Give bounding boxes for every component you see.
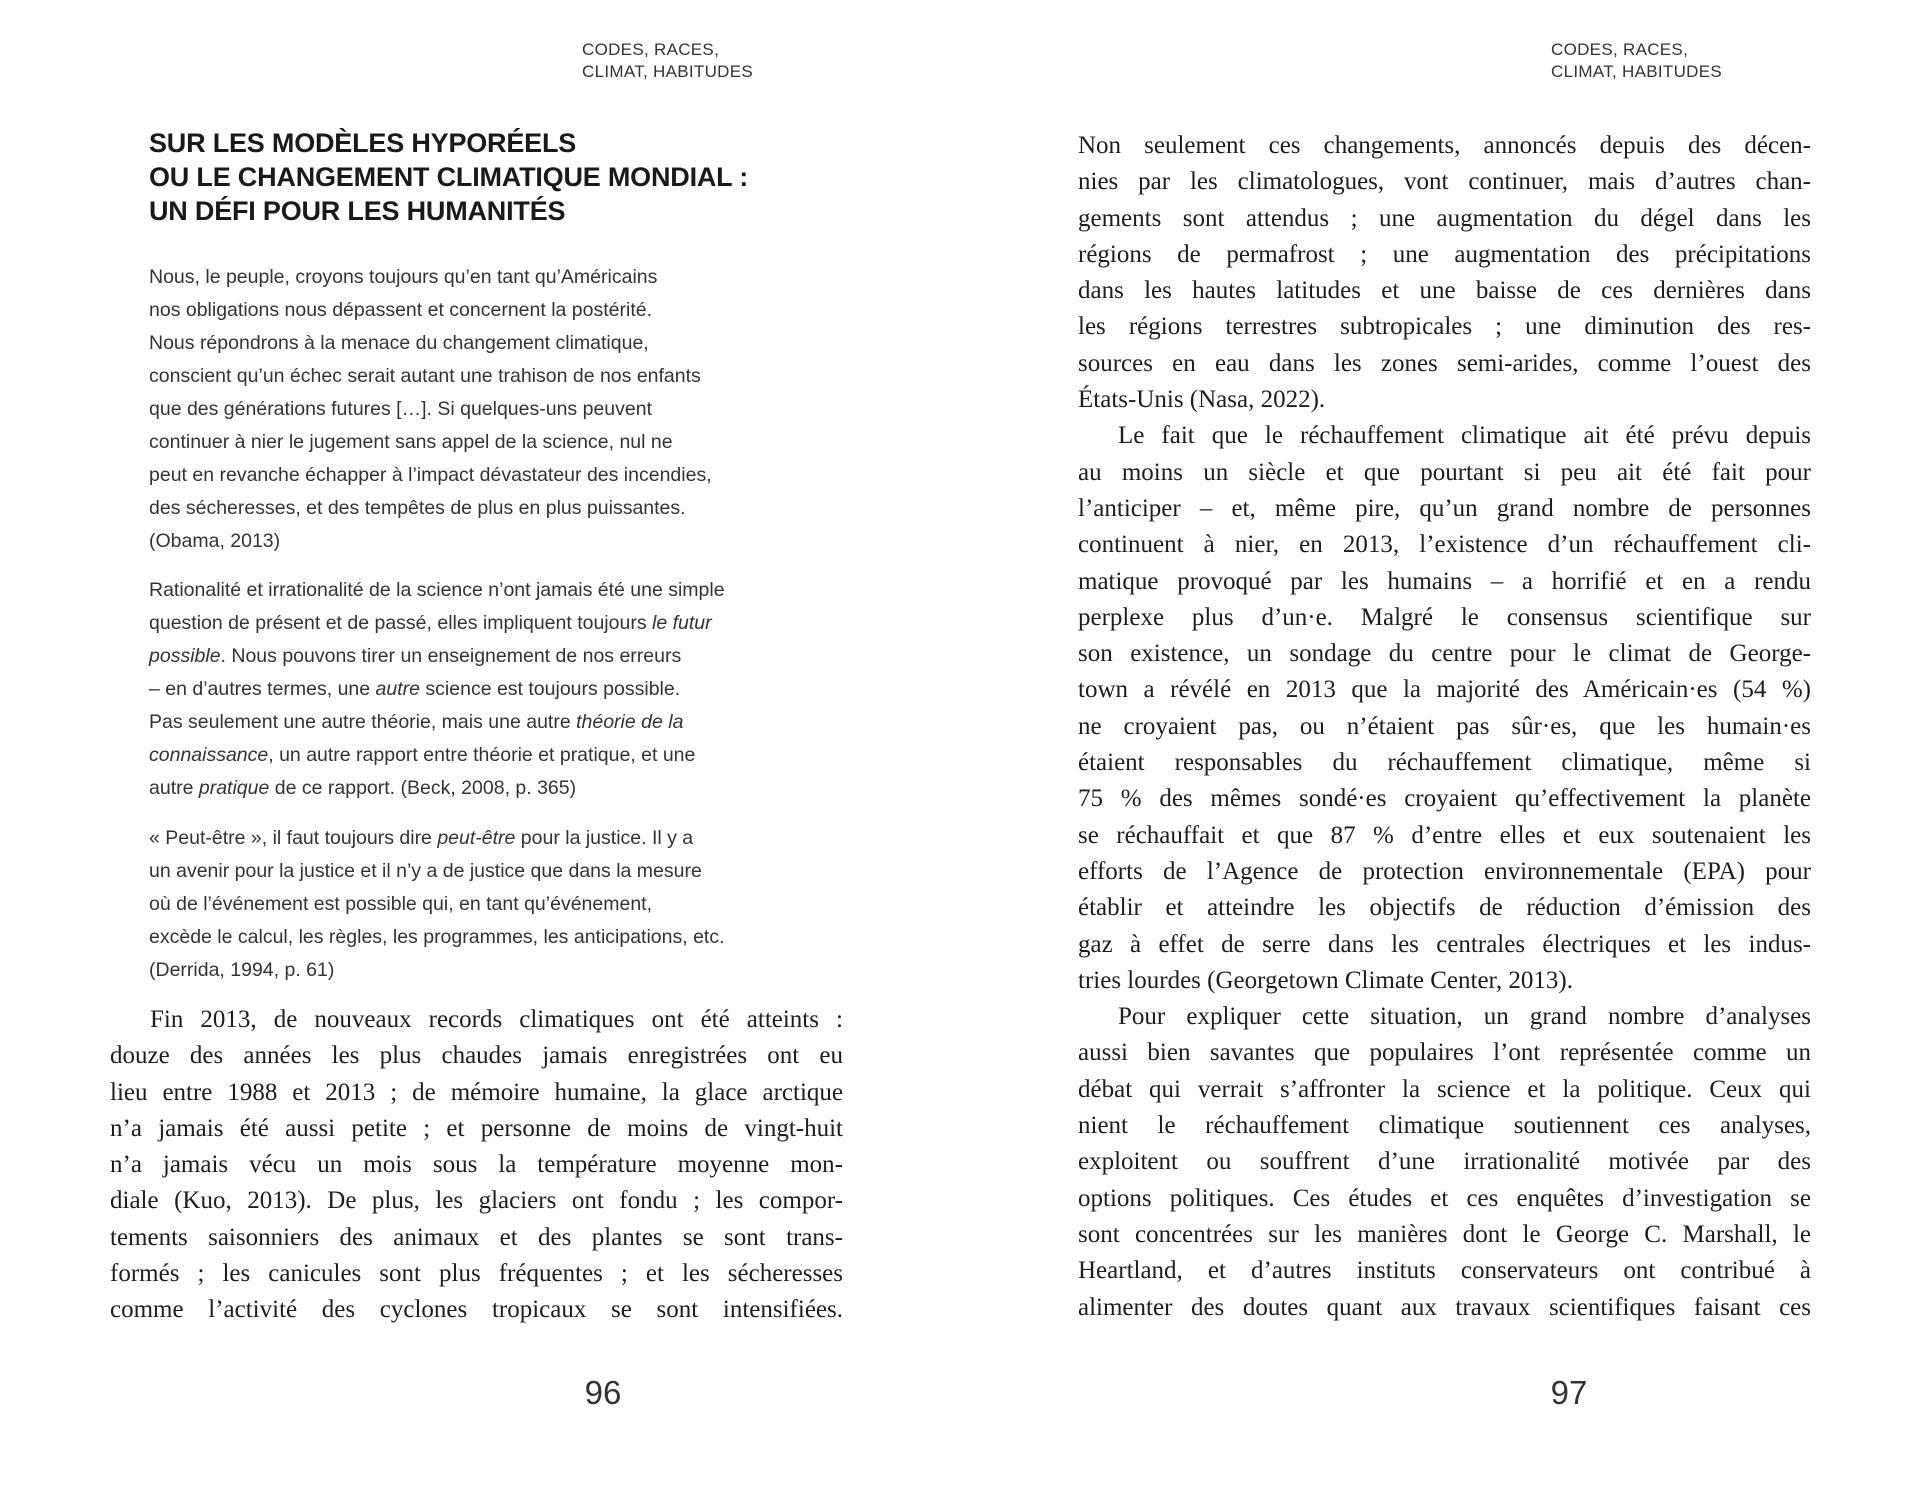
epigraph-line xyxy=(149,954,809,987)
italic-text: possible xyxy=(149,645,221,667)
italic-text: le futur xyxy=(651,612,712,634)
body-line: l’anticiper – et, même pire, qu’un grand nombre de personnes xyxy=(1078,494,1811,522)
body-line: tries lourdes (Georgetown Climate Center, 2013). xyxy=(1078,966,1573,994)
text-segment: question de présent et de passé, elles impliquent toujours xyxy=(149,612,652,634)
body-text-left xyxy=(110,1002,843,1329)
body-line: régions de permafrost ; une augmentation des précipitations xyxy=(1078,240,1811,268)
epigraph-derrida xyxy=(149,822,809,987)
body-line: au moins un siècle et que pourtant si peu ait été fait pour xyxy=(1078,458,1811,486)
body-line: sources en eau dans les zones semi-arides, comme l’ouest des xyxy=(1078,349,1811,377)
epigraph-line xyxy=(149,393,809,426)
page-number-left: 96 xyxy=(584,1374,622,1411)
epigraph-line xyxy=(149,772,809,805)
body-line: Pour expliquer cette situation, un grand nombre d’analyses xyxy=(1118,1003,1811,1031)
epigraph-line xyxy=(149,739,809,772)
text-segment: continuer à nier le jugement sans appel de la science, nul ne xyxy=(149,431,673,453)
text-segment: (Derrida, 1994, p. 61) xyxy=(149,959,335,981)
text-segment: excède le calcul, les règles, les programmes, les anticipations, etc. xyxy=(149,926,725,948)
text-segment: peut en revanche échapper à l’impact dévastateur des incendies, xyxy=(149,464,712,486)
body-line: n’a jamais vécu un mois sous la température moyenne mon- xyxy=(110,1151,843,1179)
running-head-left xyxy=(582,39,753,83)
running-head-line: CLIMAT, HABITUDES xyxy=(1551,62,1723,81)
epigraph-line xyxy=(149,921,809,954)
title-line: OU LE CHANGEMENT CLIMATIQUE MONDIAL : xyxy=(149,162,749,192)
body-line: lieu entre 1988 et 2013 ; de mémoire humaine, la glace arctique xyxy=(110,1078,843,1106)
body-line: douze des années les plus chaudes jamais enregistrées ont eu xyxy=(110,1042,843,1070)
body-line: sont concentrées sur les manières dont le George C. Marshall, le xyxy=(1078,1220,1811,1248)
text-segment: que des générations futures […]. Si quelques-uns peuvent xyxy=(149,398,652,420)
epigraph-line xyxy=(149,574,809,607)
body-line: matique provoqué par les humains – a horrifié et en a rendu xyxy=(1078,567,1811,595)
body-line: gaz à effet de serre dans les centrales électriques et les indus- xyxy=(1078,930,1811,958)
chapter-title xyxy=(149,126,748,228)
epigraph-line xyxy=(149,426,809,459)
running-head-line: CODES, RACES, xyxy=(1551,40,1689,59)
body-text-right xyxy=(1078,128,1811,1326)
page-number-right: 97 xyxy=(1550,1374,1588,1411)
body-line: gements sont attendus ; une augmentation du dégel dans les xyxy=(1078,204,1811,232)
epigraph-obama xyxy=(149,261,809,558)
body-line: se réchauffait et que 87 % d’entre elles et eux soutenaient les xyxy=(1078,821,1811,849)
body-line: les régions terrestres subtropicales ; une diminution des res- xyxy=(1078,313,1811,341)
body-line: town a révélé en 2013 que la majorité des Américain·es (54 %) xyxy=(1078,676,1811,704)
epigraph-line xyxy=(149,706,809,739)
text-segment: un avenir pour la justice et il n’y a de justice que dans la mesure xyxy=(149,860,702,882)
body-line: nies par les climatologues, vont continuer, mais d’autres chan- xyxy=(1078,168,1811,196)
body-line: nient le réchauffement climatique soutiennent ces analyses, xyxy=(1078,1112,1811,1140)
text-segment: pour la justice. Il y a xyxy=(515,827,694,849)
text-segment: nos obligations nous dépassent et concernent la postérité. xyxy=(149,299,653,321)
text-segment: Pas seulement une autre théorie, mais une autre xyxy=(149,711,577,733)
body-line: son existence, un sondage du centre pour le climat de George- xyxy=(1078,640,1811,668)
body-line: étaient responsables du réchauffement climatique, même si xyxy=(1078,749,1811,777)
epigraph-line xyxy=(149,492,809,525)
text-segment: science est toujours possible. xyxy=(420,678,681,700)
text-segment: de ce rapport. (Beck, 2008, p. 365) xyxy=(269,777,577,799)
body-line: Le fait que le réchauffement climatique ait été prévu depuis xyxy=(1118,422,1811,450)
epigraph-beck xyxy=(149,574,809,805)
body-line: 75 % des mêmes sondé·es croyaient qu’effectivement la planète xyxy=(1078,785,1811,813)
body-line: aussi bien savantes que populaires l’ont représentée comme un xyxy=(1078,1039,1811,1067)
epigraph-line xyxy=(149,327,809,360)
epigraph-line xyxy=(149,525,809,558)
epigraph-line xyxy=(149,459,809,492)
body-line: n’a jamais été aussi petite ; et personne de moins de vingt-huit xyxy=(110,1114,843,1142)
italic-text: peut-être xyxy=(437,827,516,849)
body-line: comme l’activité des cyclones tropicaux se sont intensifiées. xyxy=(110,1296,843,1324)
epigraph-line xyxy=(149,888,809,921)
body-line: États-Unis (Nasa, 2022). xyxy=(1078,386,1326,414)
body-line: options politiques. Ces études et ces enquêtes d’investigation se xyxy=(1078,1184,1811,1212)
body-line: dans les hautes latitudes et une baisse de ces dernières dans xyxy=(1078,277,1811,305)
body-line: alimenter des doutes quant aux travaux scientifiques faisant ces xyxy=(1078,1293,1811,1321)
body-line: exploitent ou souffrent d’une irrationalité motivée par des xyxy=(1078,1148,1811,1176)
epigraph-line xyxy=(149,673,809,706)
body-line: formés ; les canicules sont plus fréquentes ; et les sécheresses xyxy=(110,1260,843,1288)
epigraph-line xyxy=(149,822,809,855)
text-segment: où de l’événement est possible qui, en tant qu’événement, xyxy=(149,893,653,915)
body-line: débat qui verrait s’affronter la science et la politique. Ceux qui xyxy=(1078,1075,1811,1103)
text-segment: des sécheresses, et des tempêtes de plus en plus puissantes. xyxy=(149,497,686,519)
text-segment: . Nous pouvons tirer un enseignement de nos erreurs xyxy=(220,645,682,667)
epigraph-line xyxy=(149,360,809,393)
body-line: continuent à nier, en 2013, l’existence d’un réchauffement cli- xyxy=(1078,531,1811,559)
text-segment: Nous répondrons à la menace du changement climatique, xyxy=(149,332,649,354)
epigraph-line xyxy=(149,855,809,888)
text-segment: « Peut-être », il faut toujours dire xyxy=(149,827,438,849)
epigraph-line xyxy=(149,261,809,294)
title-line: UN DÉFI POUR LES HUMANITÉS xyxy=(149,196,566,226)
title-line: SUR LES MODÈLES HYPORÉELS xyxy=(149,128,577,158)
body-line: Fin 2013, de nouveaux records climatiques ont été atteints : xyxy=(150,1006,843,1033)
text-segment: Nous, le peuple, croyons toujours qu’en tant qu’Américains xyxy=(149,266,658,288)
text-segment: Rationalité et irrationalité de la science n’ont jamais été une simple xyxy=(149,579,725,601)
body-line: Non seulement ces changements, annoncés depuis des décen- xyxy=(1078,132,1811,159)
italic-text: connaissance xyxy=(149,744,269,766)
body-line: diale (Kuo, 2013). De plus, les glaciers ont fondu ; les compor- xyxy=(110,1187,843,1215)
text-segment: conscient qu’un échec serait autant une trahison de nos enfants xyxy=(149,365,701,387)
italic-text: théorie de la xyxy=(576,711,684,733)
text-segment: autre xyxy=(149,777,199,799)
body-line: établir et atteindre les objectifs de réduction d’émission des xyxy=(1078,894,1811,922)
running-head-line: CODES, RACES, xyxy=(582,40,720,59)
body-line: ne croyaient pas, ou n’étaient pas sûr·es, que les humain·es xyxy=(1078,712,1811,740)
epigraph-line xyxy=(149,607,809,640)
body-line: perplexe plus d’un·e. Malgré le consensus scientifique sur xyxy=(1078,603,1811,631)
body-line: tements saisonniers des animaux et des plantes se sont trans- xyxy=(110,1223,843,1251)
text-segment: – en d’autres termes, une xyxy=(149,678,376,700)
body-line: efforts de l’Agence de protection environnementale (EPA) pour xyxy=(1078,857,1811,885)
text-segment: , un autre rapport entre théorie et pratique, et une xyxy=(268,744,696,766)
italic-text: autre xyxy=(375,678,420,700)
epigraph-line xyxy=(149,640,809,673)
epigraph-line xyxy=(149,294,809,327)
body-line: Heartland, et d’autres instituts conservateurs ont contribué à xyxy=(1078,1257,1811,1285)
running-head-right xyxy=(1551,39,1722,83)
running-head-line: CLIMAT, HABITUDES xyxy=(582,62,754,81)
text-segment: (Obama, 2013) xyxy=(149,530,281,552)
italic-text: pratique xyxy=(198,777,270,799)
